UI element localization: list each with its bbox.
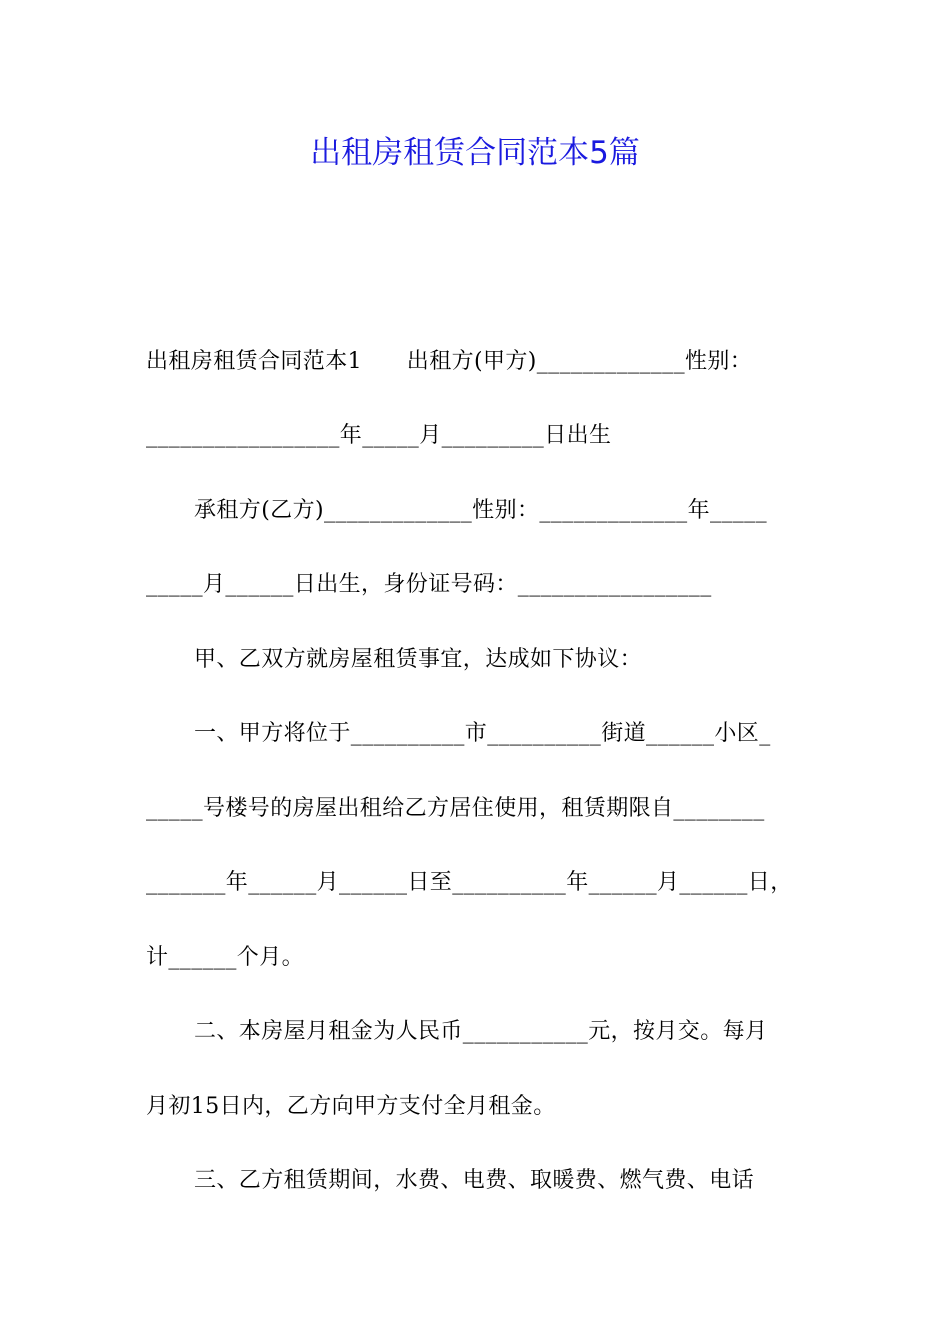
document-title: 出租房租赁合同范本5篇 <box>310 135 640 171</box>
paragraph-line: _____月______日出生，身份证号码：_________________ <box>146 572 712 597</box>
paragraph-line: 承租方(乙方)_____________性别：_____________年_____ <box>194 498 767 523</box>
paragraph-line: _______年______月______日至__________年______月______日， <box>146 870 793 895</box>
paragraph-line: 出租房租赁合同范本1 出租方(甲方)_____________性别： <box>146 349 753 374</box>
paragraph-line: 计______个月。 <box>146 945 305 970</box>
paragraph-line: 二、本房屋月租金为人民币___________元，按月交。每月 <box>194 1019 768 1044</box>
paragraph-line: 月初15日内，乙方向甲方支付全月租金。 <box>146 1094 556 1119</box>
paragraph-line: _________________年_____月_________日出生 <box>146 423 612 448</box>
paragraph-line: 甲、乙双方就房屋租赁事宜，达成如下协议： <box>194 647 643 672</box>
paragraph-line: 三、乙方租赁期间，水费、电费、取暖费、燃气费、电话 <box>194 1168 755 1193</box>
paragraph-line: 一、甲方将位于__________市__________街道______小区_ <box>194 721 771 746</box>
paragraph-line: _____号楼号的房屋出租给乙方居住使用，租赁期限自________ <box>146 796 765 821</box>
